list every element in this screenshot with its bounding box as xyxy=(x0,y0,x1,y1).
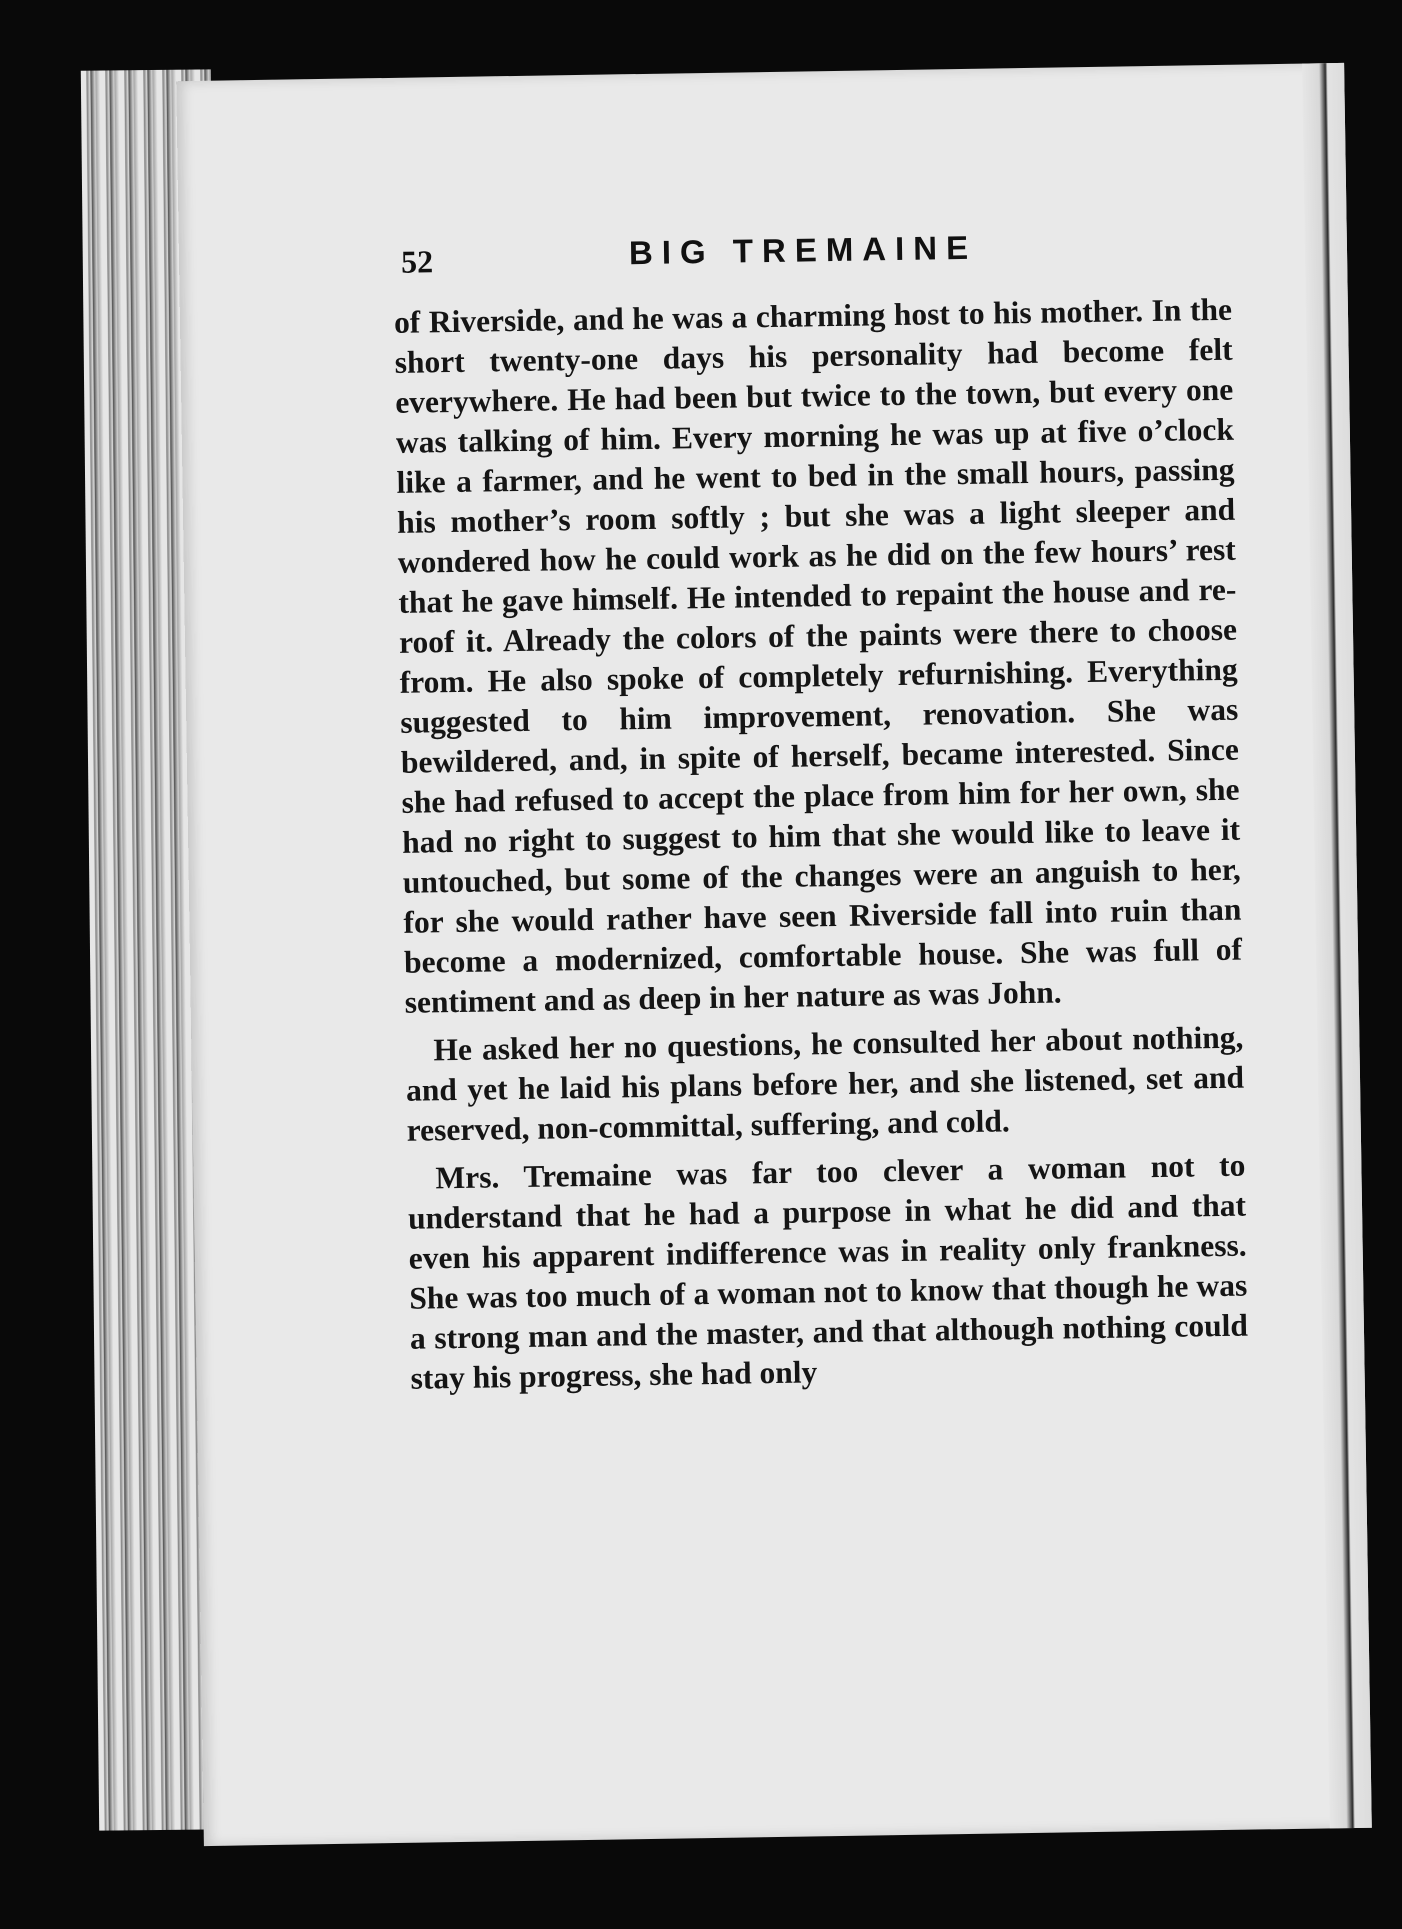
paragraph: of Riverside, and he was a charming host to his mother. In the short twenty-one days his personality had become felt everywhere. He had been but twice to the town, but every one was talking of him. Every morning he was up at five o’clock like a farmer, and he went to bed in the small hours, passing his mother’s room softly ; but she was a light sleeper and wondered how he could work as he did on the few hours’ rest that he gave himself. He intended to repaint the house and re-roof it. Already the colors of the paints were there to choose from. He also spoke of completely refurnishing. Everything suggested to him improvement, renovation. She was bewildered, and, in spite of herself, became interested. Since she had refused to accept the place from him for her own, she had no right to suggest to him that she would like to leave it untouched, but some of the changes were an anguish to her, for she would rather have seen Riverside fall into ruin than become a modernized, comfortable house. She was full of sentiment and as deep in her nature as was John. xyxy=(393,291,1243,1020)
page-number: 52 xyxy=(400,243,434,280)
paragraph: He asked her no questions, he consulted her about nothing, and yet he laid his plans before her, and she listened, set and reserved, non-committal, suffering, and cold. xyxy=(405,1019,1245,1148)
running-head: BIG TREMAINE xyxy=(628,228,978,272)
book-page xyxy=(176,63,1372,1846)
page-edge xyxy=(1302,63,1372,1828)
paragraph: Mrs. Tremaine was far too clever a woman not to understand that he had a purpose in what he did and that even his apparent indifference was in reality only frankness. She was too much of a woman not to know that though he was a strong man and the master, and that although nothing could stay his progress, she had only xyxy=(407,1147,1249,1396)
page-header xyxy=(401,225,1202,298)
body-text xyxy=(394,290,1249,1407)
